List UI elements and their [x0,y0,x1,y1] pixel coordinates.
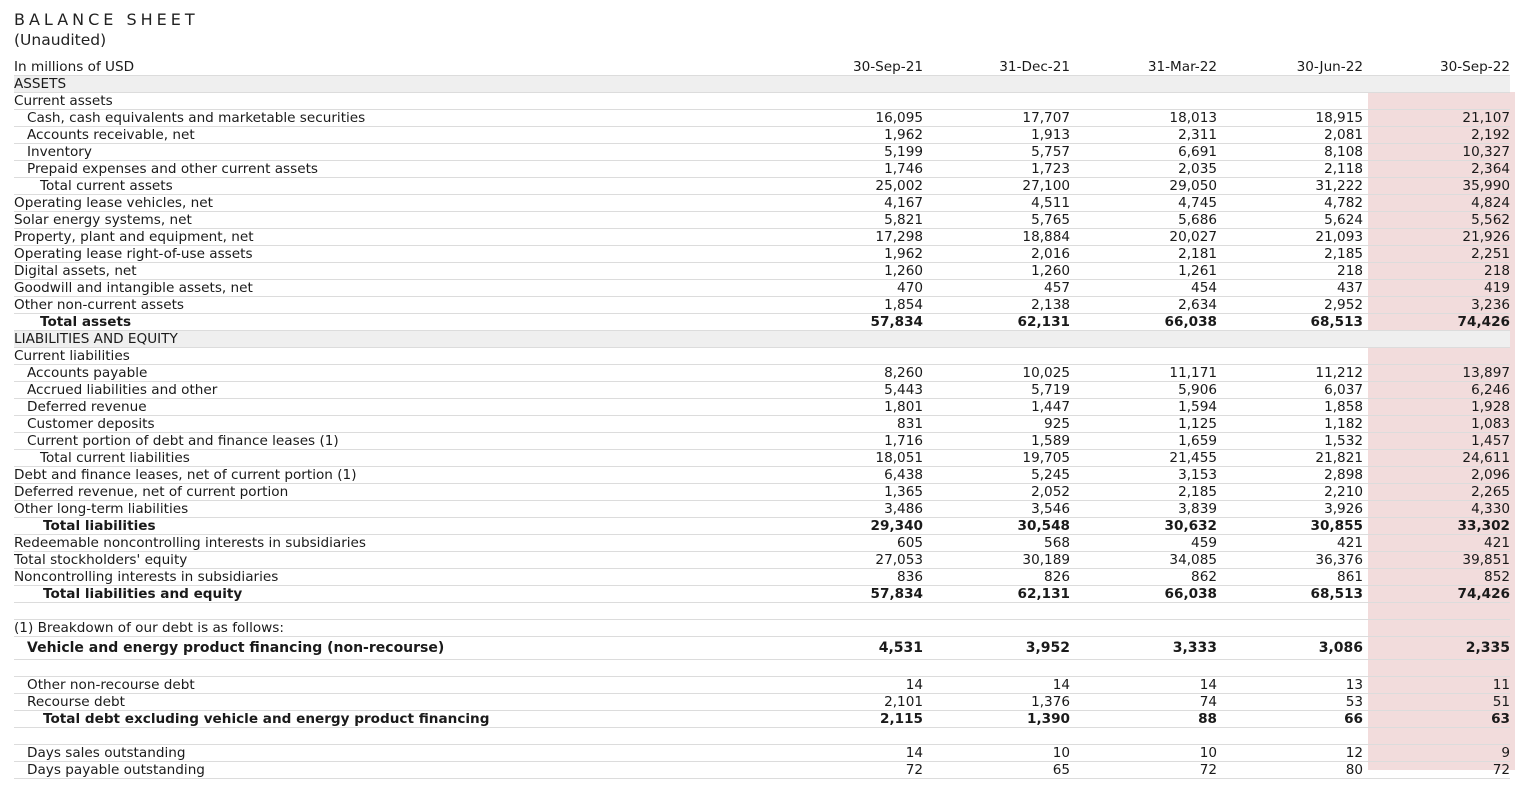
value-cell: 421 [1217,535,1363,552]
value-cell: 861 [1217,569,1363,586]
value-cell: 74,426 [1363,586,1510,603]
value-cell: 30,632 [1070,518,1217,535]
spacer-cell [14,660,777,677]
value-cell: 5,719 [923,382,1070,399]
table-row [14,195,1510,212]
subheading-row [14,348,1510,365]
table-row [14,518,1510,535]
value-cell: 2,096 [1363,467,1510,484]
value-cell: 13 [1217,677,1363,694]
value-cell: 10,327 [1363,144,1510,161]
value-cell: 6,037 [1217,382,1363,399]
value-cell [1363,348,1510,365]
value-cell: 2,181 [1070,246,1217,263]
value-cell: 51 [1363,694,1510,711]
value-cell: 2,138 [923,297,1070,314]
value-cell: 437 [1217,280,1363,297]
value-cell: 5,821 [777,212,923,229]
value-cell: 72 [1363,762,1510,779]
value-cell: 66,038 [1070,314,1217,331]
value-cell: 35,990 [1363,178,1510,195]
spacer-row [14,728,1510,745]
value-cell: 4,782 [1217,195,1363,212]
value-cell: 459 [1070,535,1217,552]
value-cell [1363,660,1510,677]
value-cell: 27,053 [777,552,923,569]
row-label: Other long-term liabilities [14,501,777,518]
value-cell: 66,038 [1070,586,1217,603]
value-cell: 4,511 [923,195,1070,212]
table-row [14,569,1510,586]
table-row [14,762,1510,779]
value-cell: 2,265 [1363,484,1510,501]
value-cell: 14 [923,677,1070,694]
period-header: 30-Jun-22 [1217,59,1363,76]
table-row [14,297,1510,314]
value-cell: 1,390 [923,711,1070,728]
value-cell [923,93,1070,110]
value-cell: 21,821 [1217,450,1363,467]
table-row [14,212,1510,229]
value-cell: 18,013 [1070,110,1217,127]
table-row [14,552,1510,569]
row-label: Cash, cash equivalents and marketable securities [14,110,777,127]
value-cell: 1,746 [777,161,923,178]
value-cell: 2,952 [1217,297,1363,314]
table-row [14,535,1510,552]
value-cell: 2,898 [1217,467,1363,484]
value-cell [1363,93,1510,110]
value-cell [1363,76,1510,93]
value-cell: 3,839 [1070,501,1217,518]
table-row [14,110,1510,127]
page-subtitle: (Unaudited) [14,31,107,49]
value-cell [777,93,923,110]
value-cell: 5,245 [923,467,1070,484]
value-cell: 2,210 [1217,484,1363,501]
value-cell: 1,594 [1070,399,1217,416]
value-cell: 5,757 [923,144,1070,161]
value-cell: 1,589 [923,433,1070,450]
value-cell: 421 [1363,535,1510,552]
value-cell: 18,051 [777,450,923,467]
value-cell: 1,261 [1070,263,1217,280]
value-cell: 72 [777,762,923,779]
value-cell: 74,426 [1363,314,1510,331]
value-cell: 2,335 [1363,637,1510,660]
value-cell: 14 [777,677,923,694]
value-cell: 12 [1217,745,1363,762]
row-label: Solar energy systems, net [14,212,777,229]
value-cell: 218 [1217,263,1363,280]
row-label: LIABILITIES AND EQUITY [14,331,777,348]
row-label: Accounts payable [14,365,777,382]
value-cell: 826 [923,569,1070,586]
row-label: Goodwill and intangible assets, net [14,280,777,297]
section-header-row [14,331,1510,348]
value-cell [1070,76,1217,93]
period-header: 31-Mar-22 [1070,59,1217,76]
table-row [14,745,1510,762]
section-header-row [14,76,1510,93]
value-cell: 3,086 [1217,637,1363,660]
value-cell: 30,548 [923,518,1070,535]
value-cell: 605 [777,535,923,552]
table-row [14,484,1510,501]
value-cell [1217,603,1363,620]
value-cell: 1,913 [923,127,1070,144]
table-row [14,229,1510,246]
spacer-row [14,660,1510,677]
table-row [14,694,1510,711]
value-cell [777,660,923,677]
subheading-row [14,620,1510,637]
value-cell [777,331,923,348]
value-cell: 3,926 [1217,501,1363,518]
value-cell: 831 [777,416,923,433]
table-row [14,501,1510,518]
value-cell: 4,330 [1363,501,1510,518]
row-label: ASSETS [14,76,777,93]
row-label: Other non-current assets [14,297,777,314]
table-row [14,586,1510,603]
value-cell: 20,027 [1070,229,1217,246]
value-cell [777,603,923,620]
row-label: Total debt excluding vehicle and energy product financing [14,711,777,728]
value-cell: 6,438 [777,467,923,484]
row-label: Total assets [14,314,777,331]
period-header: 30-Sep-22 [1363,59,1510,76]
row-label: Operating lease right-of-use assets [14,246,777,263]
value-cell: 4,824 [1363,195,1510,212]
value-cell: 74 [1070,694,1217,711]
value-cell: 1,723 [923,161,1070,178]
value-cell [777,76,923,93]
value-cell: 852 [1363,569,1510,586]
row-label: Deferred revenue, net of current portion [14,484,777,501]
value-cell: 1,858 [1217,399,1363,416]
row-label: Total current liabilities [14,450,777,467]
value-cell: 65 [923,762,1070,779]
value-cell: 30,189 [923,552,1070,569]
value-cell [1217,93,1363,110]
value-cell: 57,834 [777,586,923,603]
balance-sheet-table [14,59,1510,779]
value-cell: 4,745 [1070,195,1217,212]
value-cell: 5,624 [1217,212,1363,229]
period-header: 31-Dec-21 [923,59,1070,76]
value-cell: 72 [1070,762,1217,779]
value-cell: 3,486 [777,501,923,518]
spacer-cell [14,603,777,620]
value-cell: 10,025 [923,365,1070,382]
value-cell: 16,095 [777,110,923,127]
row-label: Recourse debt [14,694,777,711]
value-cell [1363,620,1510,637]
value-cell: 1,083 [1363,416,1510,433]
row-label: Current liabilities [14,348,777,365]
value-cell: 36,376 [1217,552,1363,569]
table-row [14,314,1510,331]
value-cell: 8,260 [777,365,923,382]
value-cell: 3,952 [923,637,1070,660]
value-cell: 80 [1217,762,1363,779]
row-label: Total current assets [14,178,777,195]
table-row [14,144,1510,161]
value-cell: 21,926 [1363,229,1510,246]
value-cell: 63 [1363,711,1510,728]
value-cell: 11 [1363,677,1510,694]
row-label: Days sales outstanding [14,745,777,762]
row-label: Prepaid expenses and other current assets [14,161,777,178]
value-cell: 2,185 [1070,484,1217,501]
value-cell: 21,093 [1217,229,1363,246]
page-title: BALANCE SHEET [14,10,199,29]
value-cell [923,331,1070,348]
table-row [14,246,1510,263]
value-cell: 33,302 [1363,518,1510,535]
value-cell: 2,016 [923,246,1070,263]
table-row [14,161,1510,178]
subheading-row [14,93,1510,110]
value-cell: 2,115 [777,711,923,728]
row-label: Debt and finance leases, net of current portion (1) [14,467,777,484]
table-row [14,711,1510,728]
row-label: Redeemable noncontrolling interests in subsidiaries [14,535,777,552]
value-cell: 1,532 [1217,433,1363,450]
value-cell: 29,340 [777,518,923,535]
value-cell: 8,108 [1217,144,1363,161]
value-cell: 1,716 [777,433,923,450]
value-cell [1363,728,1510,745]
value-cell: 34,085 [1070,552,1217,569]
value-cell: 53 [1217,694,1363,711]
value-cell [1070,93,1217,110]
value-cell [777,728,923,745]
value-cell: 14 [1070,677,1217,694]
value-cell: 1,125 [1070,416,1217,433]
row-label: Vehicle and energy product financing (non-recourse) [14,637,777,660]
value-cell: 2,634 [1070,297,1217,314]
value-cell: 57,834 [777,314,923,331]
row-label: (1) Breakdown of our debt is as follows: [14,620,777,637]
value-cell [923,603,1070,620]
balance-sheet-body [14,59,1510,779]
row-label: Operating lease vehicles, net [14,195,777,212]
value-cell: 1,376 [923,694,1070,711]
value-cell: 1,365 [777,484,923,501]
value-cell: 62,131 [923,586,1070,603]
value-cell: 2,192 [1363,127,1510,144]
value-cell: 10 [923,745,1070,762]
value-cell: 2,101 [777,694,923,711]
table-row [14,467,1510,484]
value-cell [923,348,1070,365]
value-cell: 568 [923,535,1070,552]
row-label: Customer deposits [14,416,777,433]
table-row [14,433,1510,450]
value-cell [777,620,923,637]
value-cell [923,660,1070,677]
value-cell [1217,331,1363,348]
value-cell: 1,447 [923,399,1070,416]
table-row [14,178,1510,195]
value-cell: 4,531 [777,637,923,660]
value-cell: 5,443 [777,382,923,399]
value-cell: 2,052 [923,484,1070,501]
value-cell: 836 [777,569,923,586]
value-cell [777,348,923,365]
table-row [14,450,1510,467]
value-cell: 21,455 [1070,450,1217,467]
value-cell: 68,513 [1217,314,1363,331]
table-row [14,399,1510,416]
value-cell [923,76,1070,93]
value-cell: 18,884 [923,229,1070,246]
table-row [14,365,1510,382]
value-cell [1070,728,1217,745]
value-cell: 457 [923,280,1070,297]
row-label: Other non-recourse debt [14,677,777,694]
value-cell: 1,260 [777,263,923,280]
value-cell [1070,660,1217,677]
row-label: Property, plant and equipment, net [14,229,777,246]
value-cell: 17,298 [777,229,923,246]
value-cell: 1,457 [1363,433,1510,450]
value-cell: 6,691 [1070,144,1217,161]
spacer-cell [14,728,777,745]
value-cell [1070,620,1217,637]
period-header: 30-Sep-21 [777,59,923,76]
value-cell: 2,118 [1217,161,1363,178]
value-cell: 5,562 [1363,212,1510,229]
value-cell: 3,236 [1363,297,1510,314]
value-cell: 19,705 [923,450,1070,467]
value-cell [1363,331,1510,348]
value-cell: 218 [1363,263,1510,280]
value-cell [1070,331,1217,348]
row-label: Accounts receivable, net [14,127,777,144]
value-cell: 3,333 [1070,637,1217,660]
value-cell: 39,851 [1363,552,1510,569]
spacer-row [14,603,1510,620]
value-cell: 2,081 [1217,127,1363,144]
row-label: Digital assets, net [14,263,777,280]
value-cell [1217,76,1363,93]
row-label: Total liabilities and equity [14,586,777,603]
value-cell: 11,212 [1217,365,1363,382]
value-cell: 1,801 [777,399,923,416]
value-cell: 88 [1070,711,1217,728]
value-cell: 2,035 [1070,161,1217,178]
value-cell: 18,915 [1217,110,1363,127]
value-cell: 4,167 [777,195,923,212]
value-cell: 24,611 [1363,450,1510,467]
row-label: Current portion of debt and finance leases (1) [14,433,777,450]
value-cell: 925 [923,416,1070,433]
row-label: Total stockholders' equity [14,552,777,569]
table-row [14,637,1510,660]
value-cell: 454 [1070,280,1217,297]
value-cell [1217,660,1363,677]
value-cell: 31,222 [1217,178,1363,195]
value-cell: 2,311 [1070,127,1217,144]
table-row [14,127,1510,144]
value-cell: 11,171 [1070,365,1217,382]
value-cell [1363,603,1510,620]
table-row [14,382,1510,399]
value-cell [1070,603,1217,620]
value-cell: 419 [1363,280,1510,297]
value-cell: 6,246 [1363,382,1510,399]
value-cell: 2,364 [1363,161,1510,178]
value-cell: 66 [1217,711,1363,728]
value-cell [923,728,1070,745]
row-label: Deferred revenue [14,399,777,416]
row-label: Current assets [14,93,777,110]
value-cell: 5,765 [923,212,1070,229]
value-cell: 17,707 [923,110,1070,127]
row-label: Days payable outstanding [14,762,777,779]
value-cell: 5,686 [1070,212,1217,229]
value-cell: 9 [1363,745,1510,762]
header-row [14,59,1510,76]
value-cell: 21,107 [1363,110,1510,127]
value-cell: 5,906 [1070,382,1217,399]
value-cell: 68,513 [1217,586,1363,603]
value-cell: 13,897 [1363,365,1510,382]
value-cell: 1,854 [777,297,923,314]
value-cell: 1,962 [777,246,923,263]
row-label: Noncontrolling interests in subsidiaries [14,569,777,586]
table-row [14,280,1510,297]
value-cell [1217,620,1363,637]
value-cell: 29,050 [1070,178,1217,195]
value-cell [1217,728,1363,745]
value-cell: 862 [1070,569,1217,586]
table-row [14,263,1510,280]
value-cell: 10 [1070,745,1217,762]
row-label: Inventory [14,144,777,161]
value-cell: 27,100 [923,178,1070,195]
value-cell: 25,002 [777,178,923,195]
value-cell: 5,199 [777,144,923,161]
value-cell [923,620,1070,637]
value-cell: 1,659 [1070,433,1217,450]
value-cell: 30,855 [1217,518,1363,535]
row-label: Total liabilities [14,518,777,535]
value-cell: 470 [777,280,923,297]
value-cell: 3,153 [1070,467,1217,484]
row-label: Accrued liabilities and other [14,382,777,399]
value-cell: 1,182 [1217,416,1363,433]
units-label: In millions of USD [14,59,777,76]
table-row [14,677,1510,694]
value-cell: 2,251 [1363,246,1510,263]
value-cell [1217,348,1363,365]
value-cell [1070,348,1217,365]
value-cell: 3,546 [923,501,1070,518]
value-cell: 14 [777,745,923,762]
value-cell: 2,185 [1217,246,1363,263]
value-cell: 62,131 [923,314,1070,331]
value-cell: 1,962 [777,127,923,144]
value-cell: 1,260 [923,263,1070,280]
value-cell: 1,928 [1363,399,1510,416]
table-row [14,416,1510,433]
